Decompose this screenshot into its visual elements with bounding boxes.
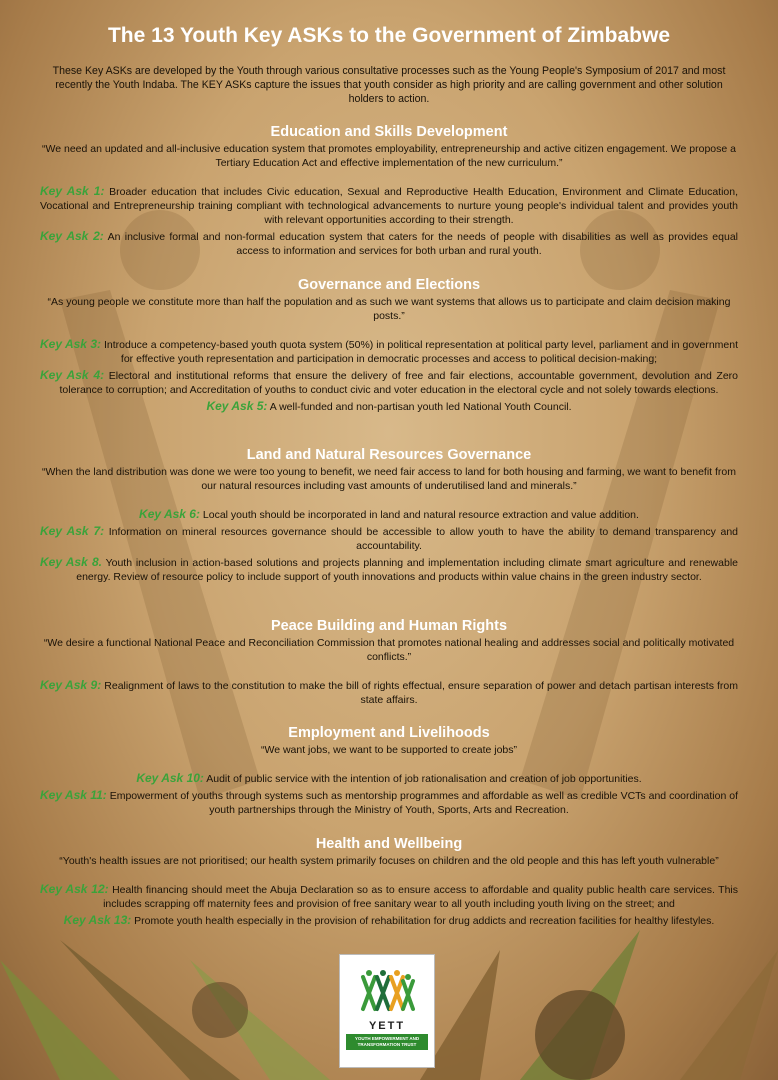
section-title: Land and Natural Resources Governance [246, 447, 532, 463]
key-ask: Key Ask 1: Broader education that includes Civic education, Sexual and Reproductive Health Education, Environment and Climate Education, Vocational and Entrepreneurship training compliant with technological advancements to nurture young people's individual talent and provides youth with relevant opportunities according to their strength. [40, 184, 739, 226]
key-ask: Key Ask 4: Electoral and institutional reforms that ensure the delivery of free and fair elections, accountable government, devolution and Zero tolerance to corruption; and Accreditation of youths to conduct civic and voter education in the electoral cycle and not solely towards elections. [40, 368, 739, 396]
section-title: Governance and Elections [297, 277, 481, 293]
logo-tagline: YOUTH EMPOWERMENT AND TRANSFORMATION TRUST [346, 1034, 428, 1050]
section-quote: “We need an updated and all-inclusive education system that promotes employability, entrepreneurship and active citizen engagement. We propose a Tertiary Education Act and effective implementation of the new curriculum.” [42, 143, 736, 169]
section-title: Peace Building and Human Rights [270, 618, 508, 634]
people-icon [357, 969, 417, 1013]
key-ask: Key Ask 9: Realignment of laws to the constitution to make the bill of rights effectual, ensure separation of power and detach partisan interests from state affairs. [40, 678, 739, 706]
section-quote: “As young people we constitute more than half the population and as such we want systems that allows us to participate and claim decision making posts.” [47, 296, 731, 322]
key-ask: Key Ask 2: An inclusive formal and non-formal education system that caters for the needs of people with disabilities as well as provides equal access to information and services for both urban and rural youth. [40, 229, 739, 257]
section-quote: “Youth's health issues are not prioritised; our health system primarily focuses on children and the old people and this has left youth vulnerable” [59, 855, 719, 867]
key-ask: Key Ask 5: A well-funded and non-partisan youth led National Youth Council. [206, 399, 572, 413]
section-title: Employment and Livelihoods [288, 725, 490, 741]
key-ask: Key Ask 11: Empowerment of youths through systems such as mentorship programmes and affordable as well as credible VCTs and coordination of youth partnerships through the Ministry of Youth, Sports, Arts and Recreation. [40, 788, 738, 816]
section-quote: “When the land distribution was done we were too young to benefit, we need fair access to land for both housing and farming, we want to benefit from our natural resources including vast amounts of underutilised land and minerals.” [42, 466, 736, 492]
section-land [40, 446, 738, 584]
key-ask: Key Ask 3: Introduce a competency-based youth quota system (50%) in political representation at political party level, parliament and in government for effective youth representation and participation in democratic processes and access to political decision-making; [40, 337, 738, 365]
key-ask: Key Ask 13: Promote youth health especially in the provision of rehabilitation for drug addicts and recreation facilities for healthy lifestyles. [63, 913, 715, 927]
section-education [40, 123, 738, 258]
key-ask: Key Ask 8. Youth inclusion in action-based solutions and projects planning and implementation including climate smart agriculture and renewable energy. Review of resource policy to include support of youth innovations and products within value chains in the green industry sector. [40, 555, 738, 583]
intro-paragraph: These Key ASKs are developed by the Youth through various consultative processes such as the Young People's Symposium of 2017 and most recently the Youth Indaba. The KEY ASKs capture the issues that youth consider as high priority and are calling government and other solution holders to action. [52, 65, 726, 105]
page-title: The 13 Youth Key ASKs to the Government of Zimbabwe [107, 24, 671, 47]
section-peace [40, 617, 738, 707]
logo-name: YETT [368, 1020, 406, 1032]
section-governance [40, 276, 738, 414]
section-health [40, 835, 738, 928]
section-quote: “We want jobs, we want to be supported to create jobs” [260, 744, 518, 756]
section-employment [40, 724, 738, 817]
key-ask: Key Ask 10: Audit of public service with the intention of job rationalisation and creation of job opportunities. [136, 771, 642, 785]
key-ask: Key Ask 7: Information on mineral resources governance should be accessible to allow youth to have the ability to demand transparency and accountability. [40, 524, 738, 552]
section-title: Education and Skills Development [270, 124, 508, 140]
key-ask: Key Ask 6: Local youth should be incorporated in land and natural resource extraction and value addition. [139, 507, 639, 521]
section-title: Health and Wellbeing [315, 836, 463, 852]
key-ask: Key Ask 12: Health financing should meet the Abuja Declaration so as to ensure access to affordable and quality public health care services. This includes scrapping off maternity fees and provision of free sanitary wear to all youth including youth living on the street; and [40, 882, 739, 910]
yett-logo [339, 954, 435, 1068]
section-quote: “We desire a functional National Peace and Reconciliation Commission that promotes national healing and addresses social and politically motivated conflicts.” [43, 637, 735, 663]
